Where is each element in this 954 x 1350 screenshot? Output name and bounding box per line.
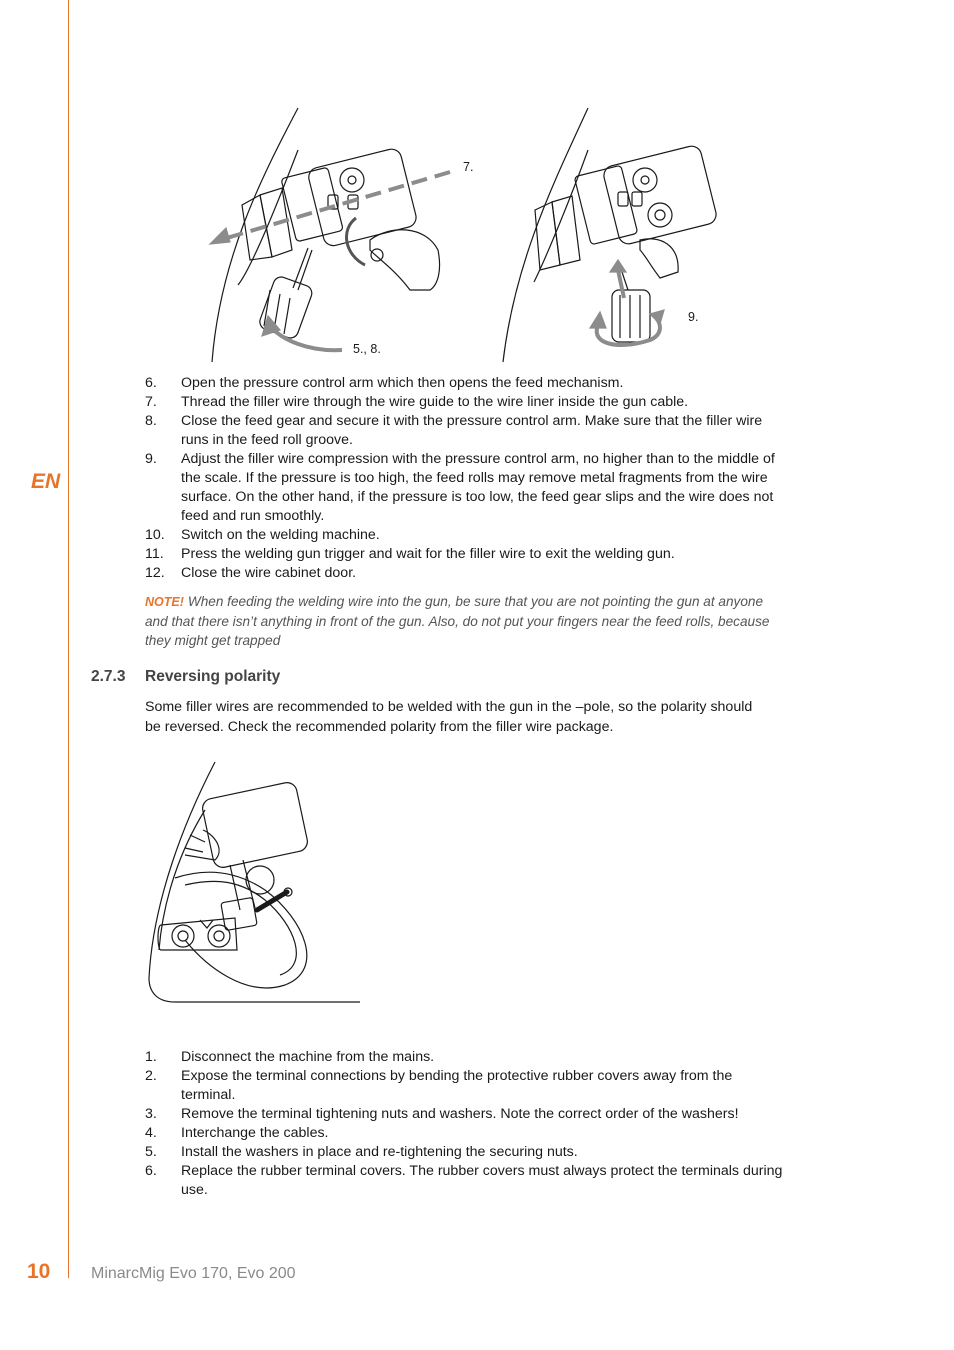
step-text: Remove the terminal tightening nuts and washers. Note the correct order of the washers! — [181, 1106, 739, 1122]
list-item — [145, 1143, 785, 1162]
figure-label-step-5-8: 5., 8. — [353, 342, 381, 356]
step-text: Disconnect the machine from the mains. — [181, 1049, 435, 1065]
note-text: When feeding the welding wire into the gun, be sure that you are not pointing the gun at anyone and that there isn’t anything in front of the gun. Also, do not put your fingers near the feed rolls, because they might get trapped — [145, 594, 770, 648]
wire-feed-steps-list — [145, 374, 785, 583]
list-item — [145, 393, 785, 412]
list-item — [145, 450, 785, 526]
section-number: 2.7.3 — [91, 668, 126, 685]
step-text: Thread the filler wire through the wire guide to the wire liner inside the gun cable. — [181, 394, 689, 410]
polarity-terminal-illustration — [145, 760, 365, 1005]
list-item — [145, 1124, 785, 1143]
step-number: 9. — [145, 451, 157, 467]
figure-label-step-9: 9. — [688, 310, 699, 324]
step-text: Press the welding gun trigger and wait for the filler wire to exit the welding gun. — [181, 546, 675, 562]
figure-label-step-7: 7. — [463, 160, 474, 174]
step-number: 4. — [145, 1125, 157, 1141]
list-item — [145, 412, 785, 450]
step-number: 3. — [145, 1106, 157, 1122]
feed-mechanism-adjust-illustration — [500, 100, 730, 368]
list-item — [145, 564, 785, 583]
step-text: Close the feed gear and secure it with the pressure control arm. Make sure that the filler wire runs in the feed roll groove. — [181, 413, 763, 448]
step-number: 11. — [145, 546, 164, 562]
note-label: NOTE! — [145, 595, 184, 609]
section-title: Reversing polarity — [145, 668, 281, 685]
section-heading — [91, 668, 280, 686]
step-number: 6. — [145, 375, 157, 391]
section-intro-paragraph: Some filler wires are recommended to be welded with the gun in the –pole, so the polarity should be reversed. Check the recommended polarity from the filler wire package. — [145, 699, 753, 735]
list-item — [145, 1162, 785, 1200]
safety-note — [145, 592, 780, 650]
step-number: 2. — [145, 1068, 157, 1084]
step-text: Open the pressure control arm which then opens the feed mechanism. — [181, 375, 624, 391]
footer-title: MinarcMig Evo 170, Evo 200 — [91, 1265, 296, 1282]
step-text: Expose the terminal connections by bending the protective rubber covers away from the terminal. — [181, 1068, 733, 1103]
language-tab: EN — [31, 470, 61, 493]
list-item — [145, 545, 785, 564]
page-margin-line — [68, 0, 69, 1278]
step-number: 12. — [145, 565, 165, 581]
step-text: Adjust the filler wire compression with the pressure control arm, no higher than to the middle of the scale. If the pressure is too high, the feed rolls may remove metal fragments from the wire surface. On the other hand, if the pressure is too low, the feed gear slips and the wire does not feed and run smoothly. — [181, 451, 775, 524]
page-number: 10 — [27, 1260, 51, 1283]
list-item — [145, 1067, 785, 1105]
step-number: 10. — [145, 527, 165, 543]
step-number: 8. — [145, 413, 157, 429]
list-item — [145, 1105, 785, 1124]
feed-mechanism-open-illustration — [180, 100, 500, 368]
list-item — [145, 374, 785, 393]
step-text: Switch on the welding machine. — [181, 527, 380, 543]
list-item — [145, 526, 785, 545]
step-text: Replace the rubber terminal covers. The rubber covers must always protect the terminals during use. — [181, 1163, 783, 1198]
step-number: 5. — [145, 1144, 157, 1160]
feed-mechanism-open-figure — [180, 100, 500, 368]
feed-mechanism-adjust-figure — [500, 100, 730, 368]
step-number: 1. — [145, 1049, 157, 1065]
step-text: Install the washers in place and re-tightening the securing nuts. — [181, 1144, 578, 1160]
polarity-terminal-figure — [145, 760, 365, 1005]
step-text: Close the wire cabinet door. — [181, 565, 357, 581]
step-text: Interchange the cables. — [181, 1125, 329, 1141]
step-number: 7. — [145, 394, 157, 410]
polarity-steps-list — [145, 1048, 785, 1200]
list-item — [145, 1048, 785, 1067]
step-number: 6. — [145, 1163, 157, 1179]
